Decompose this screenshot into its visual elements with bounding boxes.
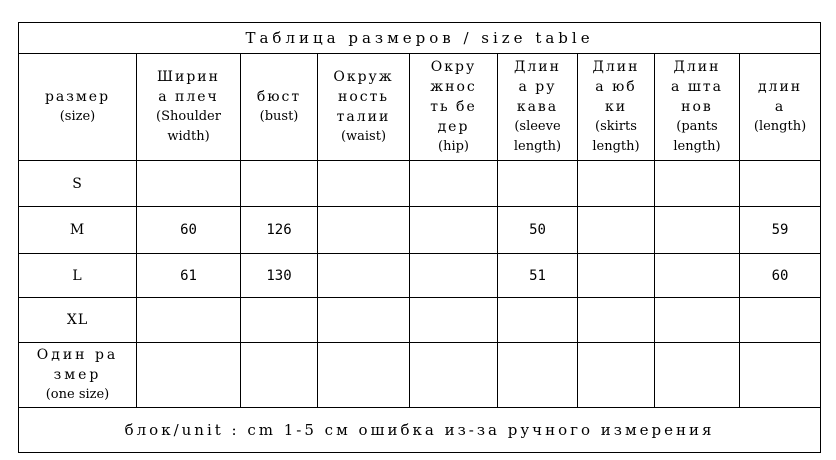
table-row [19,343,821,408]
header-shoulder [137,54,241,161]
size-label: L [19,254,137,298]
table-row [19,298,821,343]
table-cell [410,254,498,298]
header-hip-ru: Окру жнос ть бе дер [430,59,477,135]
header-sleeve-ru: Длин а ру кава [514,59,561,115]
table-cell: 60 [740,254,821,298]
table-cell [241,298,318,343]
table-cell [578,343,655,408]
table-cell [578,298,655,343]
header-length-en: (length) [753,119,807,134]
table-cell [318,207,410,254]
table-cell [410,161,498,207]
table-cell: 50 [498,207,578,254]
table-cell [318,298,410,343]
header-bust-en: (bust) [259,109,299,124]
header-pants [655,54,740,161]
header-length-ru: длин а [757,79,803,115]
header-pants-en: (pants length) [673,119,721,154]
table-cell [410,207,498,254]
table-row [19,207,821,254]
table-cell [740,298,821,343]
header-skirt-ru: Длин а юб ки [592,59,640,115]
header-size [19,54,137,161]
size-label-ru: Один ра змер [36,347,119,383]
table-cell: 130 [241,254,318,298]
header-size-en: (size) [59,109,96,124]
table-cell [410,298,498,343]
table-cell: 59 [740,207,821,254]
header-bust [241,54,318,161]
header-waist-en: (waist) [340,129,387,144]
header-skirt [578,54,655,161]
table-cell [740,343,821,408]
header-sleeve-en: (sleeve length) [513,119,562,154]
table-row [19,161,821,207]
table-cell: 61 [137,254,241,298]
table-cell [498,343,578,408]
header-waist-ru: Окруж ность талии [333,69,394,125]
table-cell [318,343,410,408]
header-size-ru: размер [44,89,111,105]
table-cell: 126 [241,207,318,254]
header-length [740,54,821,161]
table-cell [655,161,740,207]
table-cell [655,343,740,408]
header-bust-ru: бюст [256,89,302,105]
size-label: S [19,161,137,207]
table-title: Таблица размеров / size table [19,23,821,54]
table-cell [578,207,655,254]
header-hip-en: (hip) [438,139,469,154]
table-cell [137,343,241,408]
table-cell [410,343,498,408]
table-cell [318,161,410,207]
header-row [19,54,821,161]
header-skirt-en: (skirts length) [592,119,640,154]
header-shoulder-en: (Shoulder width) [156,109,221,144]
table-cell [655,254,740,298]
table-cell [498,298,578,343]
table-cell [137,298,241,343]
table-row [19,254,821,298]
table-cell [318,254,410,298]
table-cell [740,161,821,207]
table-cell: 51 [498,254,578,298]
table-cell [498,161,578,207]
table-cell [578,161,655,207]
table-cell [241,161,318,207]
table-cell: 60 [137,207,241,254]
table-cell [578,254,655,298]
table-cell [655,207,740,254]
size-label: M [19,207,137,254]
size-label: XL [19,298,137,343]
size-label-en: (one size) [45,387,110,402]
table-footer-note: блок/unit : cm 1-5 см ошибка из-за ручного измерения [19,408,821,453]
size-label [19,343,137,408]
header-sleeve [498,54,578,161]
header-waist [318,54,410,161]
table-cell [655,298,740,343]
header-hip [410,54,498,161]
size-table [18,22,821,453]
header-pants-ru: Длин а шта нов [671,59,723,115]
size-table-sheet [18,22,820,446]
table-cell [241,343,318,408]
table-cell [137,161,241,207]
header-shoulder-ru: Ширин а плеч [157,69,220,105]
